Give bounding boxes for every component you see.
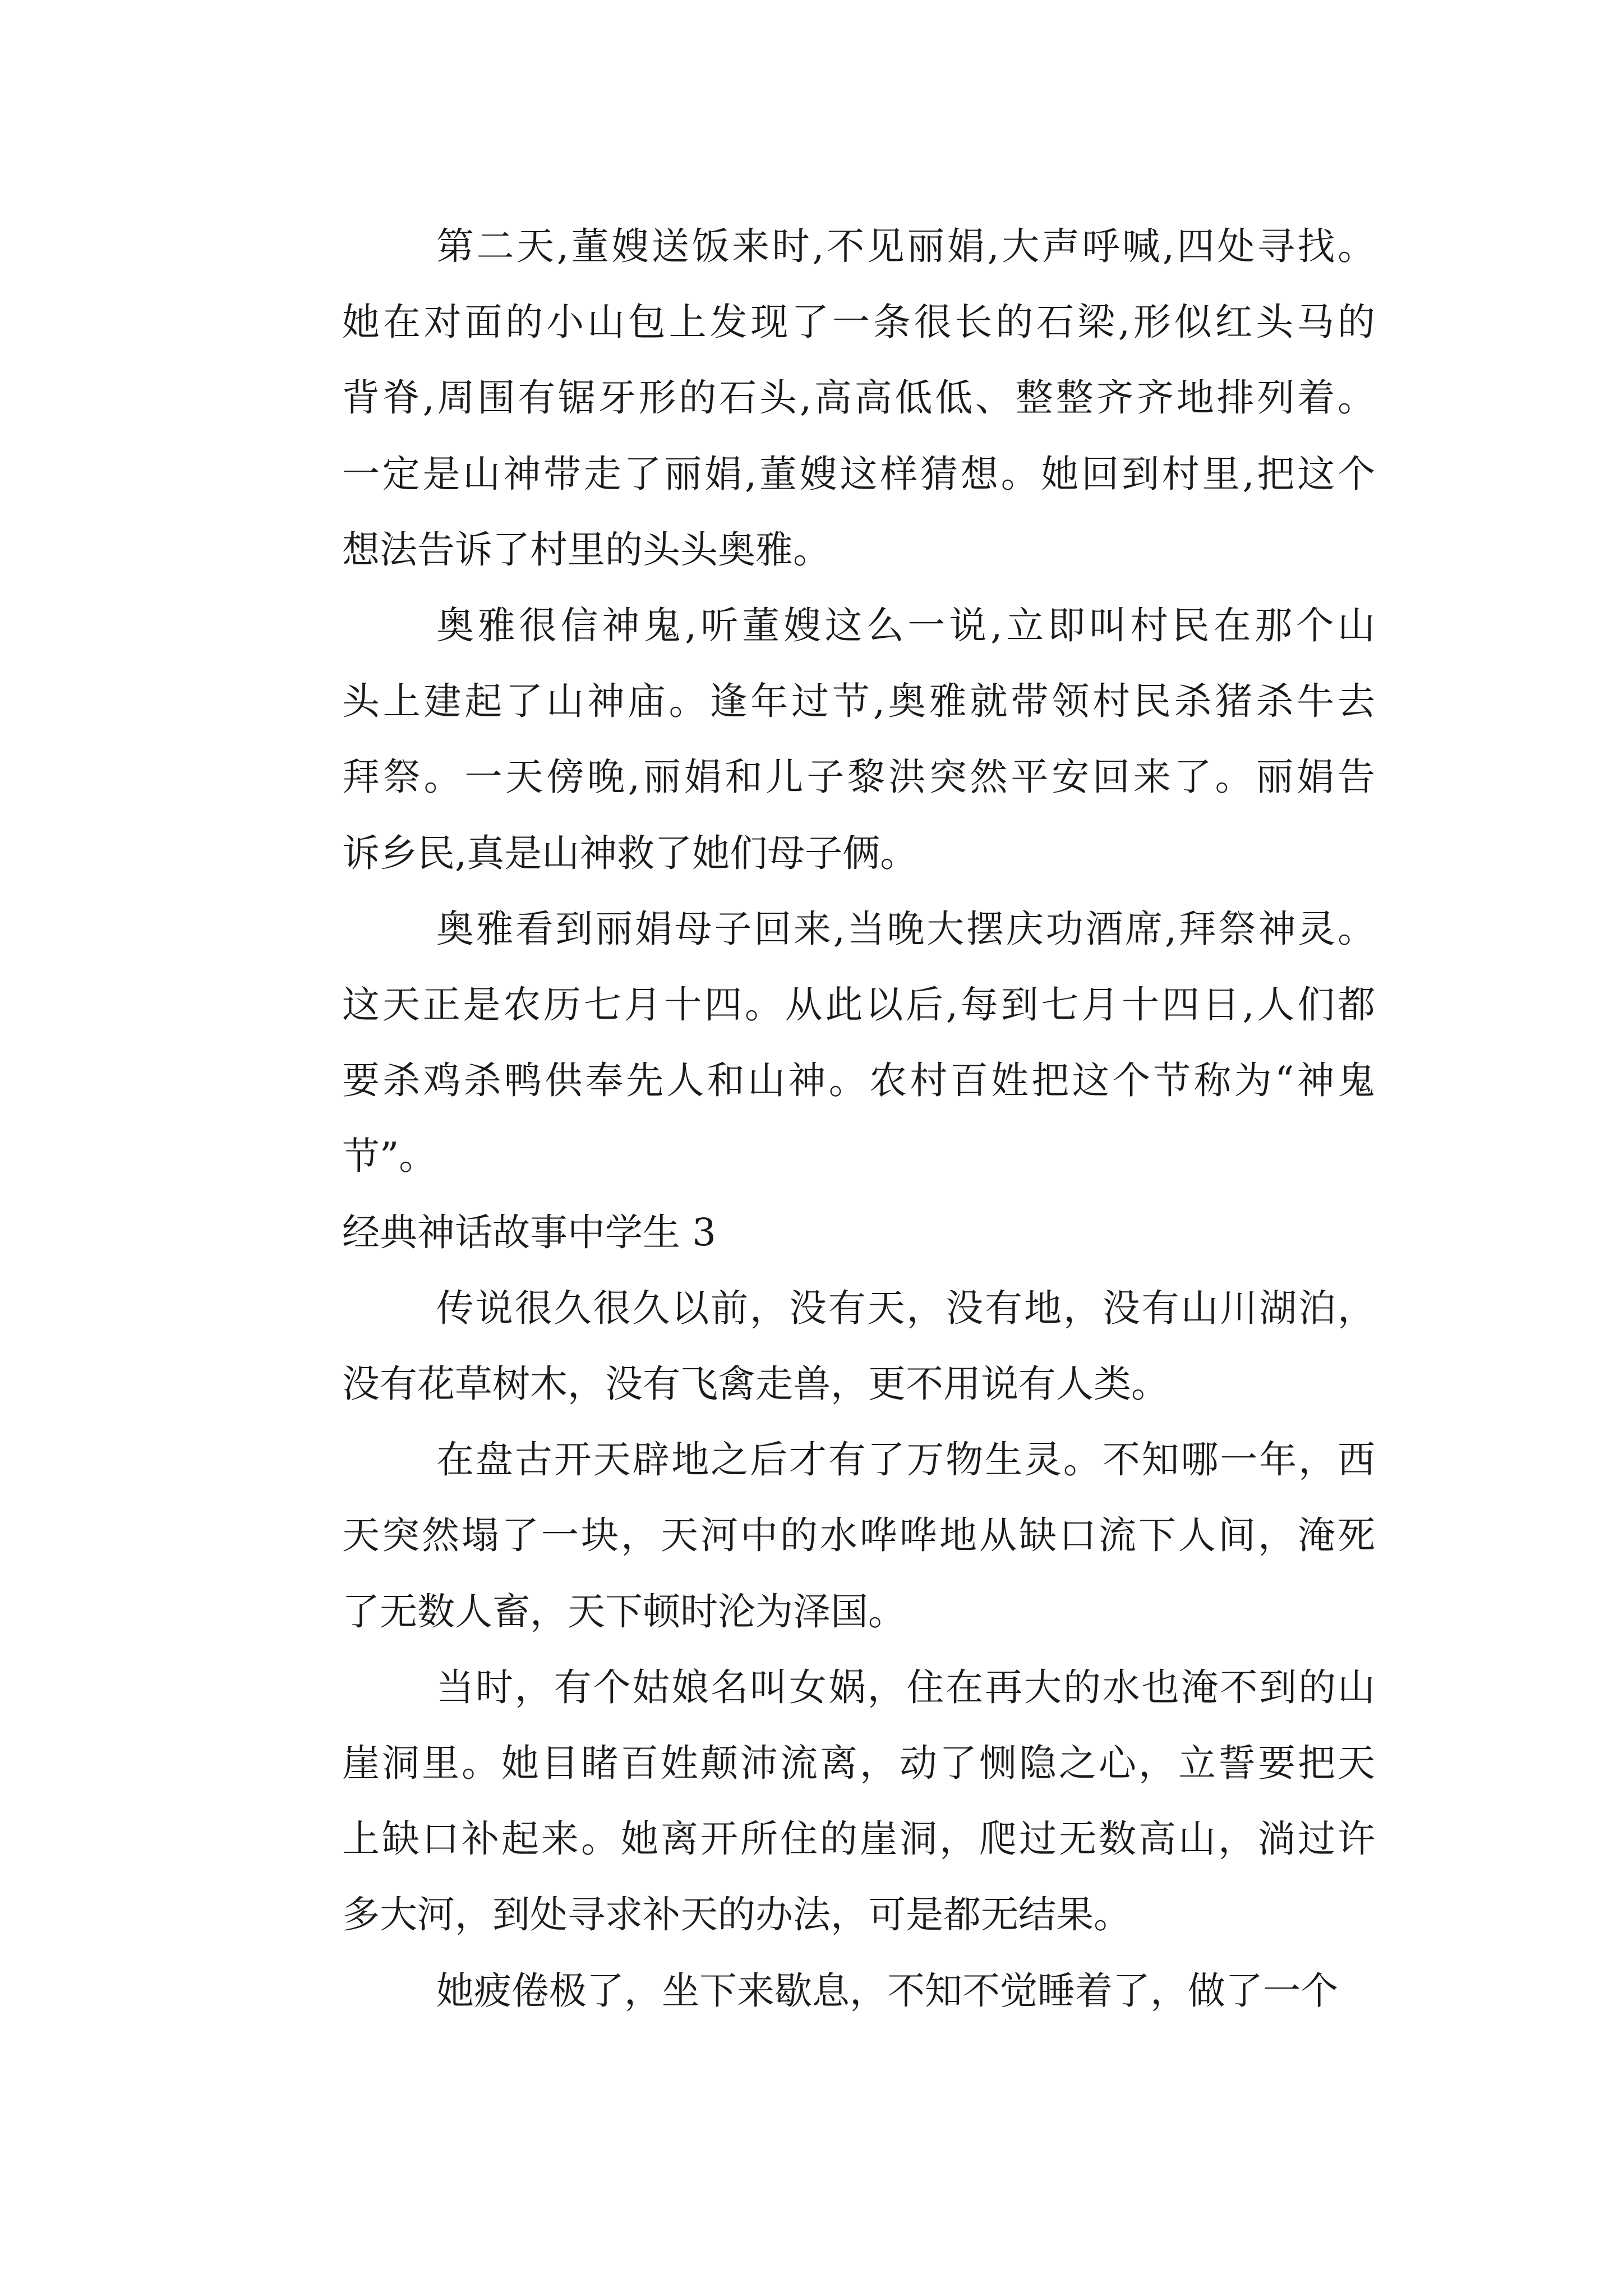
text-line: 第二天,董嫂送饭来时,不见丽娟,大声呼喊,四处寻找。	[436, 224, 1375, 268]
text-line: 拜祭。一天傍晚,丽娟和儿子黎洪突然平安回来了。丽娟告	[342, 755, 1375, 799]
text-line: 崖洞里。她目睹百姓颠沛流离，动了恻隐之心，立誓要把天	[342, 1741, 1375, 1786]
paragraph	[248, 1271, 1375, 1422]
text-line: 了无数人畜，天下顿时沦为泽国。	[342, 1589, 906, 1634]
text-line: 当时，有个姑娘名叫女娲，住在再大的水也淹不到的山	[436, 1665, 1375, 1709]
text-line: 诉乡民,真是山神救了她们母子俩。	[342, 831, 918, 875]
document-body	[248, 209, 1375, 2029]
section-heading: 经典神话故事中学生 3	[342, 1210, 716, 1254]
text-line: 奥雅看到丽娟母子回来,当晚大摆庆功酒席,拜祭神灵。	[436, 907, 1375, 951]
paragraph	[248, 209, 1375, 588]
text-line: 奥雅很信神鬼,听董嫂这么一说,立即叫村民在那个山	[436, 604, 1375, 648]
text-line: 天突然塌了一块，天河中的水哗哗地从缺口流下人间，淹死	[342, 1513, 1375, 1558]
text-line: 这天正是农历七月十四。从此以后,每到七月十四日,人们都	[342, 983, 1375, 1027]
paragraph	[248, 1422, 1375, 1650]
paragraph	[248, 1650, 1375, 1953]
text-line: 多大河，到处寻求补天的办法，可是都无结果。	[342, 1893, 1131, 1937]
text-line: 一定是山神带走了丽娟,董嫂这样猜想。她回到村里,把这个	[342, 452, 1375, 496]
text-line: 她疲倦极了，坐下来歇息，不知不觉睡着了，做了一个	[436, 1968, 1338, 2013]
text-line: 她在对面的小山包上发现了一条很长的石梁,形似红头马的	[342, 300, 1375, 344]
text-line: 想法告诉了村里的头头奥雅。	[342, 527, 831, 572]
paragraph	[248, 588, 1375, 891]
text-line: 背脊,周围有锯牙形的石头,高高低低、整整齐齐地排列着。	[342, 376, 1375, 420]
text-line: 在盘古开天辟地之后才有了万物生灵。不知哪一年，西	[436, 1438, 1375, 1482]
text-line: 要杀鸡杀鸭供奉先人和山神。农村百姓把这个节称为“神鬼	[342, 1059, 1375, 1103]
paragraph	[248, 1953, 1375, 2029]
text-line: 上缺口补起来。她离开所住的崖洞，爬过无数高山，淌过许	[342, 1817, 1375, 1861]
text-line: 头上建起了山神庙。逢年过节,奥雅就带领村民杀猪杀牛去	[342, 679, 1375, 724]
text-line: 传说很久很久以前，没有天，没有地，没有山川湖泊，	[436, 1286, 1375, 1330]
text-line: 没有花草树木，没有飞禽走兽，更不用说有人类。	[342, 1362, 1169, 1406]
text-line: 节”。	[342, 1134, 437, 1179]
paragraph	[248, 891, 1375, 1195]
